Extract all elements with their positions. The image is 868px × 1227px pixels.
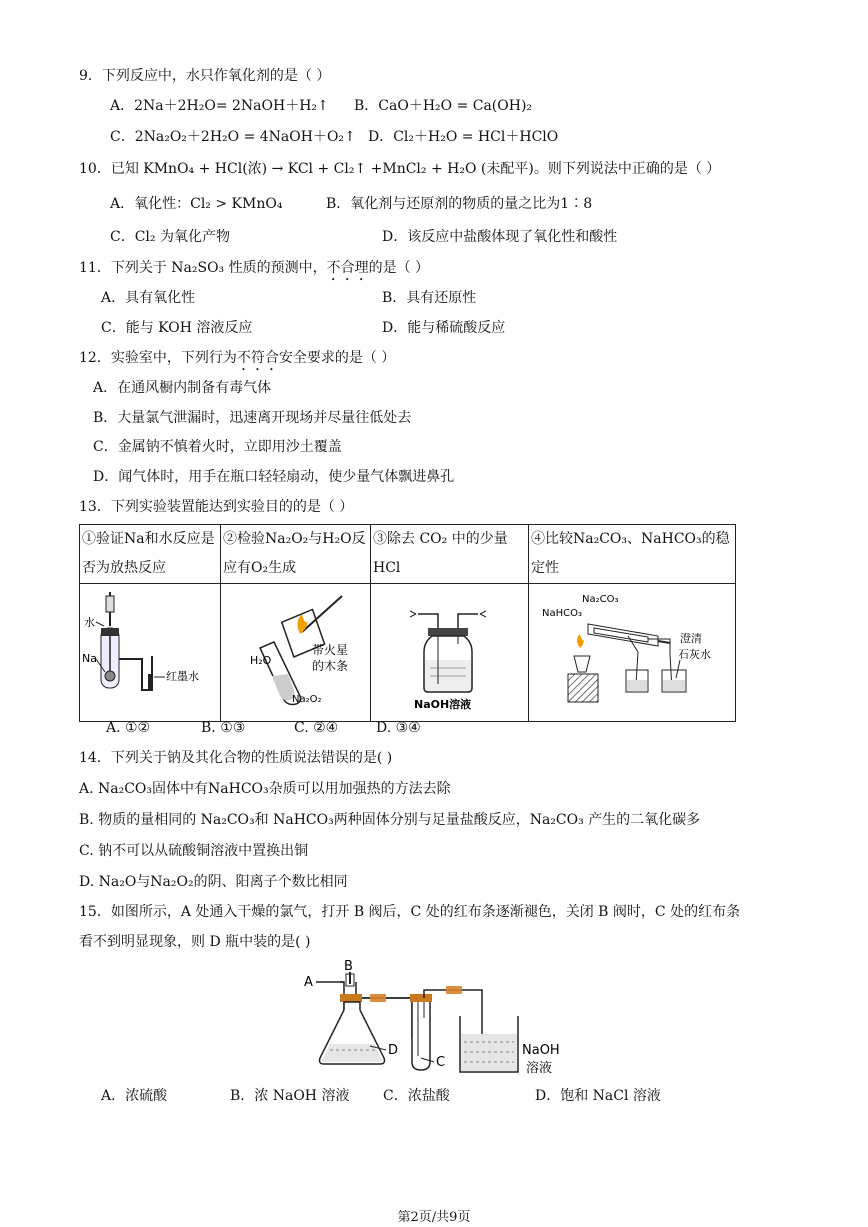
- na-label: Na: [82, 652, 97, 665]
- limewater-label-2: 石灰水: [678, 648, 711, 661]
- q9-stem: 9．下列反应中，水只作氧化剂的是（ ）: [79, 68, 331, 84]
- page-footer: 第2页/共9页: [397, 1210, 471, 1225]
- q12-option-d: D．闻气体时，用手在瓶口轻轻扇动，使少量气体飘进鼻孔: [93, 469, 455, 485]
- q12-option-b: B．大量氯气泄漏时，迅速离开现场并尽量往低处去: [93, 410, 412, 426]
- q15-option-a: A．浓硫酸: [101, 1088, 168, 1104]
- q11-option-a: A．具有氧化性: [101, 290, 196, 306]
- q13-figure-3: [371, 584, 529, 722]
- q15-option-b: B．浓 NaOH 溶液: [230, 1088, 350, 1104]
- water-label: 水: [84, 616, 95, 629]
- q10-option-c: C．Cl₂ 为氧化产物: [110, 229, 230, 245]
- gas-washing-bottle-figure: [372, 584, 528, 710]
- na2o2-label: Na₂O₂: [291, 694, 321, 705]
- red-ink-label: 红墨水: [166, 670, 199, 683]
- q13-cell-3: ③除去 CO₂ 中的少量 HCl: [371, 525, 529, 584]
- na-water-apparatus-figure: [80, 584, 220, 710]
- q15-stem-line1: 15．如图所示，A 处通入干燥的氯气，打开 B 阀后，C 处的红布条逐渐褪色，关闭 B 阀时，C 处的红布条: [79, 904, 741, 920]
- na2co3-label: Na₂CO₃: [582, 594, 619, 605]
- q12-stem: [79, 348, 395, 374]
- naoh-label-1: NaOH: [522, 1043, 560, 1058]
- q14-option-a: A. Na₂CO₃固体中有NaHCO₃杂质可以用加强热的方法去除: [79, 781, 451, 797]
- q9-option-a: A．2Na＋2H₂O= 2NaOH＋H₂↑: [110, 98, 329, 114]
- carbonate-stability-figure: [530, 584, 734, 710]
- q13-figure-2: [221, 584, 371, 722]
- q9-option-c: C．2Na₂O₂＋2H₂O = 4NaOH＋O₂↑: [110, 129, 356, 145]
- limewater-label-1: 澄清: [680, 632, 702, 645]
- q11-option-d: D．能与稀硫酸反应: [382, 320, 506, 336]
- nahco3-label: NaHCO₃: [542, 608, 582, 619]
- q15-apparatus-figure: [300, 958, 580, 1084]
- q12-option-a: A．在通风橱内制备有毒气体: [93, 380, 272, 396]
- na2o2-test-figure: [222, 584, 370, 710]
- q10-option-a: A．氧化性：Cl₂ > KMnO₄: [110, 196, 283, 212]
- q15-option-d: D．饱和 NaCl 溶液: [535, 1088, 661, 1104]
- q11-stem: [79, 258, 429, 284]
- q14-option-b: B. 物质的量相同的 Na₂CO₃和 NaHCO₃两种固体分别与足量盐酸反应，Na₂CO₃ 产生的二氧化碳多: [79, 812, 701, 828]
- q12-stem-pre: 12．实验室中，下列行为: [79, 350, 237, 366]
- q15-option-c: C．浓盐酸: [383, 1088, 450, 1104]
- q15-stem-line2: 看不到明显现象，则 D 瓶中装的是( ): [79, 934, 311, 950]
- q11-stem-emphasis: 不合理: [326, 260, 369, 276]
- q11-stem-post: 的是（ ）: [368, 260, 430, 276]
- q14-stem: 14．下列关于钠及其化合物的性质说法错误的是( ): [79, 750, 393, 766]
- q14-option-d: D. Na₂O与Na₂O₂的阴、阳离子个数比相同: [79, 874, 348, 890]
- q13-figure-4: [529, 584, 736, 722]
- naoh-solution-label: NaOH溶液: [413, 698, 471, 710]
- q13-option-a: A. ①②: [106, 720, 151, 736]
- splint-label-1: 带火星: [311, 643, 348, 657]
- h2o-label: H₂O: [249, 654, 271, 667]
- label-b: B: [344, 959, 353, 974]
- q14-option-c: C. 钠不可以从硫酸铜溶液中置换出铜: [79, 843, 309, 859]
- splint-label-2: 的木条: [311, 659, 348, 673]
- q13-figure-1: [80, 584, 221, 722]
- q11-option-b: B．具有还原性: [382, 290, 477, 306]
- q9-option-b: B．CaO＋H₂O = Ca(OH)₂: [354, 98, 533, 114]
- label-d: D: [388, 1043, 399, 1058]
- q13-option-b: B. ①③: [201, 720, 246, 736]
- q13-option-c: C. ②④: [294, 720, 339, 736]
- label-c: C: [436, 1055, 446, 1070]
- q13-cell-2: ②检验Na₂O₂与H₂O反应有O₂生成: [221, 525, 371, 584]
- q10-option-d: D．该反应中盐酸体现了氧化性和酸性: [382, 229, 618, 245]
- q10-stem: 10．已知 KMnO₄ + HCl(浓) → KCl + Cl₂↑ +MnCl₂ + H₂O (未配平)。则下列说法中正确的是（ ）: [79, 161, 721, 177]
- q10-option-b: B．氧化剂与还原剂的物质的量之比为1∶8: [326, 196, 593, 212]
- q9-option-d: D．Cl₂＋H₂O = HCl＋HClO: [368, 129, 559, 145]
- q11-stem-pre: 11．下列关于 Na₂SO₃ 性质的预测中，: [79, 260, 327, 276]
- q13-apparatus-table: [79, 524, 736, 722]
- naoh-label-2: 溶液: [526, 1061, 553, 1076]
- q13-cell-4: ④比较Na₂CO₃、NaHCO₃的稳定性: [529, 525, 736, 584]
- q13-option-d: D. ③④: [376, 720, 421, 736]
- q13-cell-1: ①验证Na和水反应是否为放热反应: [80, 525, 221, 584]
- q13-stem: 13．下列实验装置能达到实验目的的是（ ）: [79, 499, 354, 515]
- q11-option-c: C．能与 KOH 溶液反应: [101, 320, 253, 336]
- q12-stem-post: 安全要求的是（ ）: [278, 350, 396, 366]
- q12-stem-emphasis: 不符合: [236, 350, 279, 366]
- q12-option-c: C．金属钠不慎着火时，立即用沙土覆盖: [93, 439, 342, 455]
- label-a: A: [304, 975, 313, 990]
